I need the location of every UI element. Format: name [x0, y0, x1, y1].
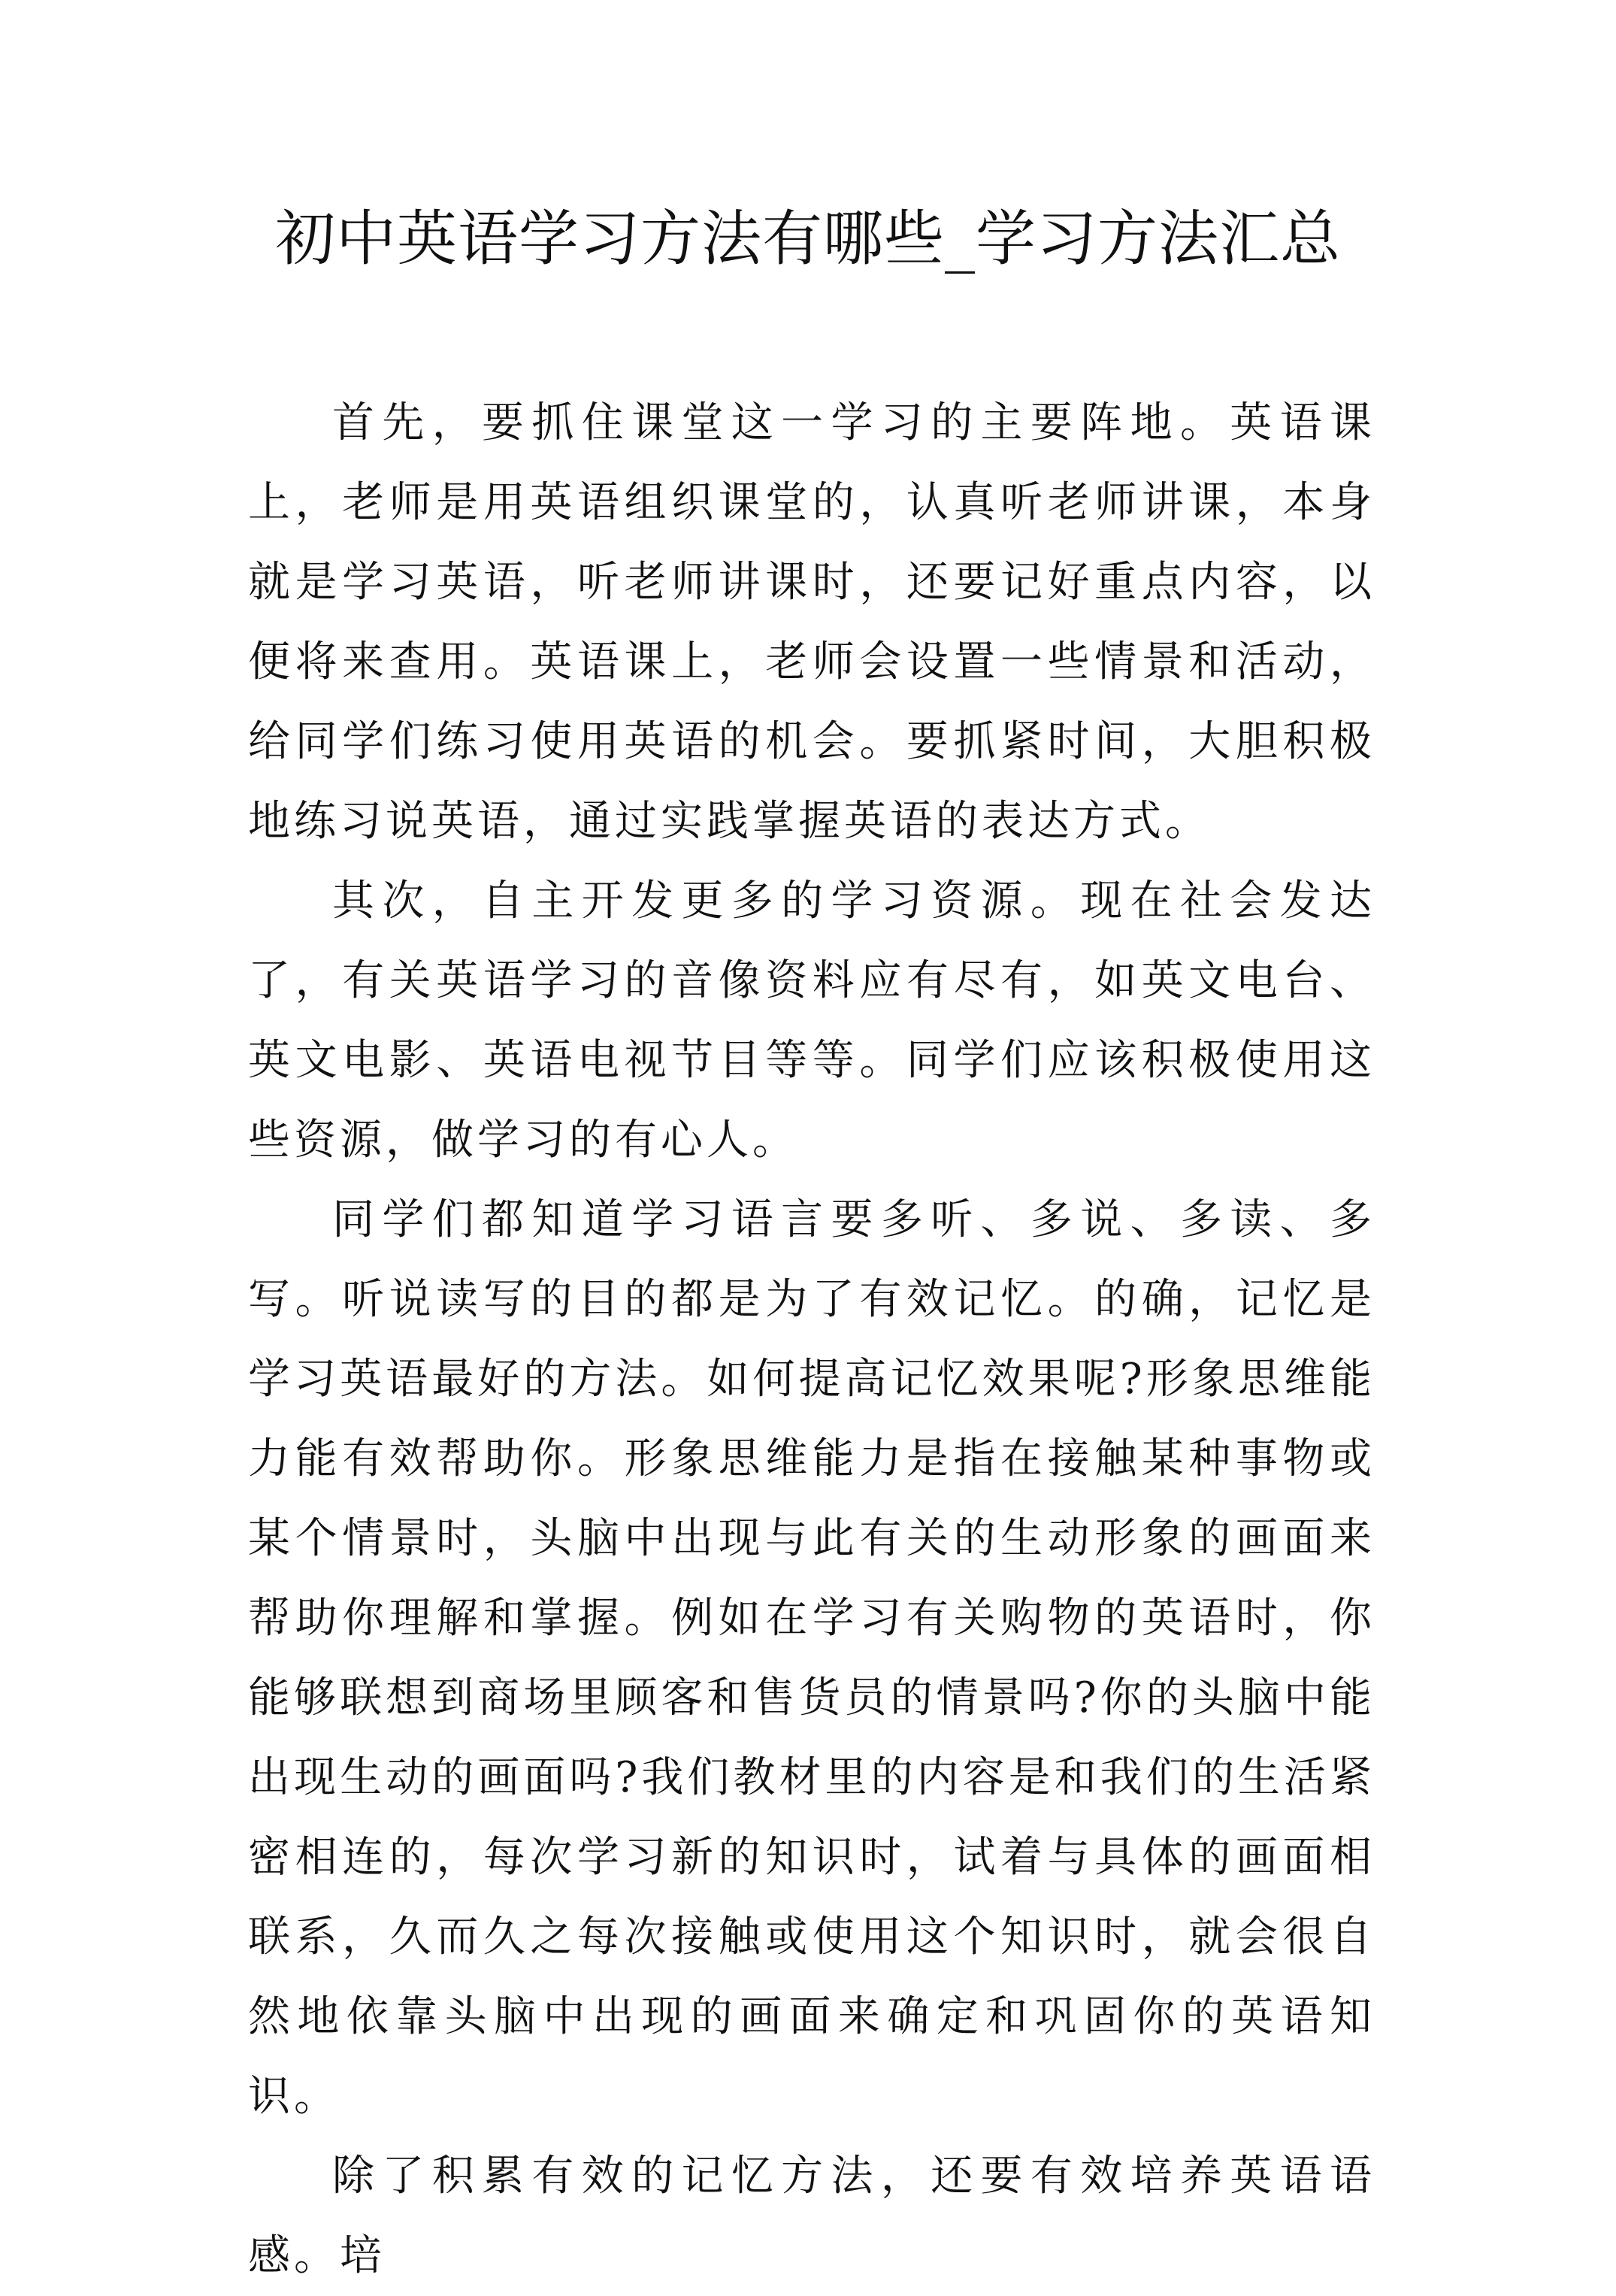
- document-title: 初中英语学习方法有哪些_学习方法汇总: [275, 204, 1341, 274]
- paragraph-3: 同学们都知道学习语言要多听、多说、多读、多写。听说读写的目的都是为了有效记忆。的确，记忆是学习英语最好的方法。如何提高记忆效果呢?形象思维能力能有效帮助你。形象思维能力是指在接触某种事物或某个情景时，头脑中出现与此有关的生动形象的画面来帮助你理解和掌握。例如在学习有关购物的英语时，你能够联想到商场里顾客和售货员的情景吗?你的头脑中能出现生动的画面吗?我们教材里的内容是和我们的生活紧密相连的，每次学习新的知识时，试着与具体的画面相联系，久而久之每次接触或使用这个知识时，就会很自然地依靠头脑中出现的画面来确定和巩固你的英语知识。: [248, 1195, 1375, 2121]
- document-body: [248, 383, 1375, 2296]
- paragraph-4: 除了积累有效的记忆方法，还要有效培养英语语感。培: [248, 2152, 1375, 2280]
- paragraph-1: 首先，要抓住课堂这一学习的主要阵地。英语课上，老师是用英语组织课堂的，认真听老师讲课，本身就是学习英语，听老师讲课时，还要记好重点内容，以便将来查用。英语课上，老师会设置一些情景和活动，给同学们练习使用英语的机会。要抓紧时间，大胆积极地练习说英语，通过实践掌握英语的表达方式。: [248, 398, 1375, 846]
- paragraph-2: 其次，自主开发更多的学习资源。现在社会发达了，有关英语学习的音像资料应有尽有，如英文电台、英文电影、英语电视节目等等。同学们应该积极使用这些资源，做学习的有心人。: [248, 877, 1375, 1165]
